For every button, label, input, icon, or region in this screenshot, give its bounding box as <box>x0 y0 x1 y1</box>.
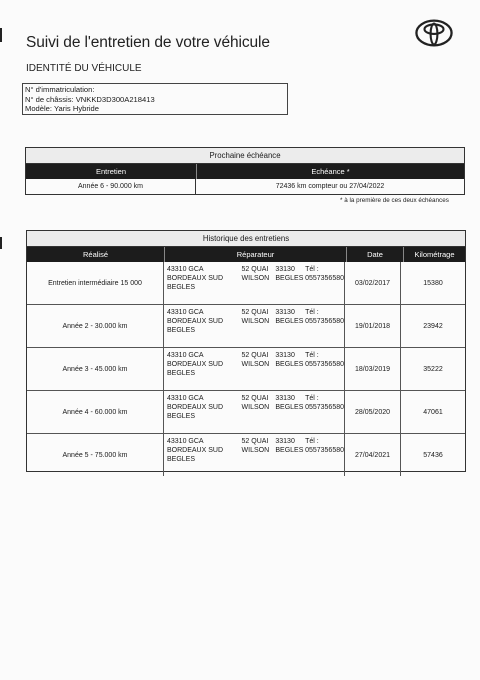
realise-cell: Année 4 - 60.000 km <box>27 391 164 433</box>
next-service-caption: Prochaine échéance <box>26 148 464 164</box>
reparateur-cell: 43310 GCA BORDEAUX SUD BEGLES 52 QUAI WILSON 33130 BEGLES Tél : 0557356580 <box>164 434 345 476</box>
header-realise: Réalisé <box>27 247 165 262</box>
date-cell: 19/01/2018 <box>345 305 401 347</box>
history-body <box>27 262 465 476</box>
history-caption: Historique des entretiens <box>27 231 465 247</box>
table-row <box>27 433 465 476</box>
km-cell: 35222 <box>423 365 443 373</box>
next-service-entretien: Année 6 - 90.000 km <box>26 179 196 194</box>
next-service-echeance: 72436 km compteur ou 27/04/2022 <box>275 183 385 190</box>
reparateur-cell: 43310 GCA BORDEAUX SUD BEGLES 52 QUAI WILSON 33130 BEGLES Tél : 0557356580 <box>164 262 345 304</box>
date-cell: 27/04/2021 <box>345 434 401 476</box>
reparateur-cell: 43310 GCA BORDEAUX SUD BEGLES 52 QUAI WILSON 33130 BEGLES Tél : 0557356580 <box>164 348 345 390</box>
vehicle-identity-box <box>22 83 288 115</box>
page-title: Suivi de l'entretien de votre véhicule <box>26 34 270 51</box>
date-cell: 18/03/2019 <box>345 348 401 390</box>
km-cell: 15380 <box>423 279 443 287</box>
table-row <box>27 304 465 347</box>
scan-mark <box>0 237 2 249</box>
history-table <box>26 230 466 472</box>
realise-cell: Entretien intermédiaire 15 000 <box>27 262 164 304</box>
reparateur-cell: 43310 GCA BORDEAUX SUD BEGLES 52 QUAI WILSON 33130 BEGLES Tél : 0557356580 <box>164 305 345 347</box>
header-reparateur: Réparateur <box>165 247 347 262</box>
date-cell: 03/02/2017 <box>345 262 401 304</box>
realise-cell: Année 5 - 75.000 km <box>27 434 164 476</box>
date-cell: 28/05/2020 <box>345 391 401 433</box>
table-row <box>27 262 465 304</box>
registration-line: N° d'immatriculation: <box>25 85 95 94</box>
realise-cell: Année 2 - 30.000 km <box>27 305 164 347</box>
reparateur-cell: 43310 GCA BORDEAUX SUD BEGLES 52 QUAI WILSON 33130 BEGLES Tél : 0557356580 <box>164 391 345 433</box>
next-service-table <box>25 147 465 195</box>
scan-mark <box>0 28 2 42</box>
footnote: * à la première de ces deux échéances <box>340 197 449 204</box>
km-cell: 23942 <box>423 322 443 330</box>
header-echeance: Echéance * <box>311 167 350 176</box>
header-date: Date <box>347 247 404 262</box>
table-header <box>26 164 464 179</box>
model-line: Modèle: Yaris Hybride <box>25 104 100 114</box>
header-kilometrage: Kilométrage <box>414 250 455 259</box>
km-cell: 47061 <box>423 408 443 416</box>
table-row <box>26 179 464 194</box>
section-title: IDENTITÉ DU VÉHICULE <box>26 63 142 74</box>
chassis-line: N° de châssis: VNKKD3D300A218413 <box>25 94 155 104</box>
km-cell: 57436 <box>423 451 443 459</box>
table-row <box>27 347 465 390</box>
realise-cell: Année 3 - 45.000 km <box>27 348 164 390</box>
header-entretien: Entretien <box>26 164 197 179</box>
table-header <box>27 247 465 262</box>
toyota-logo-icon <box>415 18 453 48</box>
table-row <box>27 390 465 433</box>
